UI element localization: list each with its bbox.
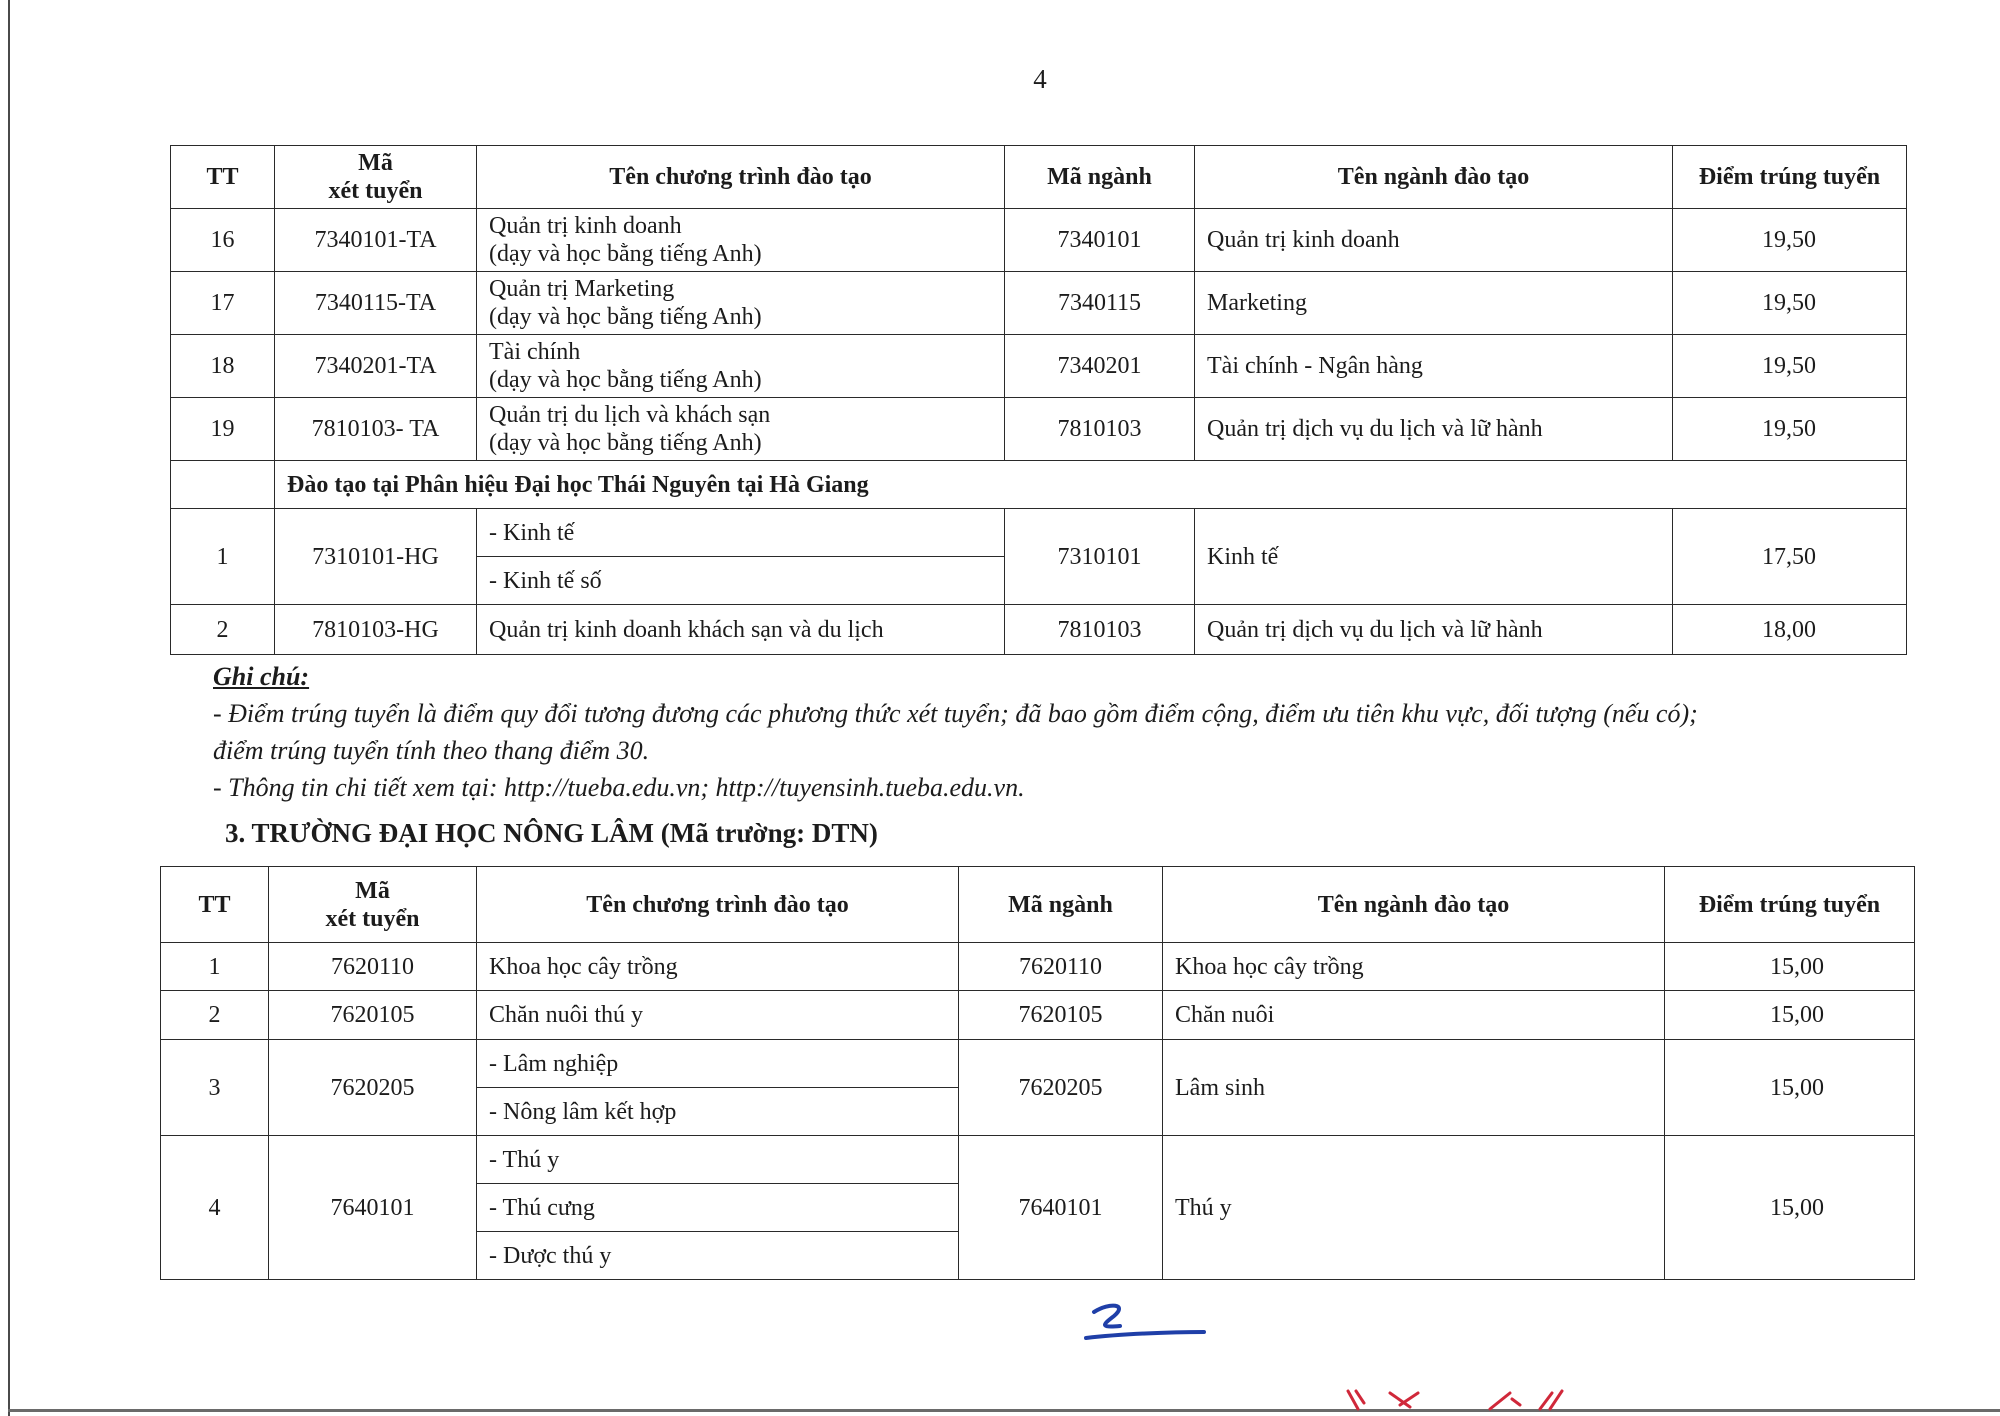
header-ma-line1: Mã (358, 150, 393, 176)
header-diem: Điểm trúng tuyển (1665, 867, 1915, 943)
cell-program: - Kinh tế (477, 509, 1005, 557)
cell-diem: 19,50 (1673, 272, 1907, 335)
table-row (161, 1136, 1915, 1184)
section-row-ha-giang (171, 461, 1907, 509)
cell-program: - Dược thú y (477, 1232, 959, 1280)
header-ma-line2: xét tuyển (328, 178, 423, 204)
table-row (161, 991, 1915, 1040)
program-line1: Quản trị du lịch và khách sạn (489, 402, 771, 428)
cell-nganh: Quản trị dịch vụ du lịch và lữ hành (1195, 605, 1673, 655)
cell-nganh: Kinh tế (1195, 509, 1673, 605)
header-ma-line2: xét tuyển (325, 905, 420, 932)
cell-ma-nganh: 7340115 (1005, 272, 1195, 335)
notes-title: Ghi chú: (213, 662, 310, 691)
cell-diem: 19,50 (1673, 398, 1907, 461)
table-row (161, 943, 1915, 991)
cell-nganh: Thú y (1163, 1136, 1665, 1280)
cell-ma-xet-tuyen: 7340115-TA (275, 272, 477, 335)
cell-program: - Lâm nghiệp (477, 1040, 959, 1088)
table-row (171, 335, 1907, 398)
cell-ma-xet-tuyen: 7810103-HG (275, 605, 477, 655)
notes-line1: - Điểm trúng tuyển là điểm quy đổi tương đương các phương thức xét tuyển; đã bao gồm điểm cộng, điểm ưu tiên khu vực, đối tượng (nếu có); (213, 699, 1698, 728)
cell-ma-xet-tuyen: 7620205 (269, 1040, 477, 1136)
stamp-fragment (1340, 1385, 1580, 1415)
header-ma-nganh: Mã ngành (1005, 146, 1195, 209)
program-line1: Quản trị kinh doanh (489, 213, 682, 239)
program-line1: Tài chính (489, 339, 581, 365)
notes-block (213, 658, 1893, 806)
cell-diem: 19,50 (1673, 335, 1907, 398)
cell-ma-nganh: 7620110 (959, 943, 1163, 991)
cell-tt: 18 (171, 335, 275, 398)
cell-nganh: Tài chính - Ngân hàng (1195, 335, 1673, 398)
program-line2: (dạy và học bằng tiếng Anh) (489, 367, 762, 393)
cell-ma-xet-tuyen: 7810103- TA (275, 398, 477, 461)
table-row (171, 509, 1907, 557)
page-number: 4 (1033, 64, 1047, 94)
notes-line2: điểm trúng tuyển tính theo thang điểm 30. (213, 736, 650, 765)
cell-ma-nganh: 7310101 (1005, 509, 1195, 605)
cell-diem: 19,50 (1673, 209, 1907, 272)
cell-diem: 15,00 (1665, 1136, 1915, 1280)
cell-nganh: Marketing (1195, 272, 1673, 335)
table-row (171, 272, 1907, 335)
cell-tt: 2 (161, 991, 269, 1040)
cell-program (477, 335, 1005, 398)
cell-diem: 15,00 (1665, 1040, 1915, 1136)
cell-tt: 17 (171, 272, 275, 335)
table-header-row (161, 867, 1915, 943)
program-line1: Quản trị Marketing (489, 276, 675, 302)
cell-nganh: Khoa học cây trồng (1163, 943, 1665, 991)
cell-program: Chăn nuôi thú y (477, 991, 959, 1040)
cell-ma-nganh: 7640101 (959, 1136, 1163, 1280)
table-row (161, 1040, 1915, 1088)
cell-program: - Thú cưng (477, 1184, 959, 1232)
cell-ma-xet-tuyen: 7620105 (269, 991, 477, 1040)
admission-table-nong-lam (160, 866, 1915, 1280)
cell-ma-nganh: 7810103 (1005, 605, 1195, 655)
header-ma-line1: Mã (355, 877, 390, 904)
header-tt: TT (171, 146, 275, 209)
header-ma-nganh: Mã ngành (959, 867, 1163, 943)
cell-diem: 15,00 (1665, 991, 1915, 1040)
cell-ma-xet-tuyen: 7640101 (269, 1136, 477, 1280)
section-label: Đào tạo tại Phân hiệu Đại học Thái Nguyên tại Hà Giang (275, 461, 1907, 509)
cell-tt: 1 (171, 509, 275, 605)
cell-program (477, 272, 1005, 335)
table-row (171, 605, 1907, 655)
page-border-bottom (8, 1409, 2000, 1412)
cell-tt: 4 (161, 1136, 269, 1280)
cell-diem: 17,50 (1673, 509, 1907, 605)
header-ma-xet-tuyen (269, 867, 477, 943)
admission-table-tueba (170, 145, 1907, 655)
header-nganh: Tên ngành đào tạo (1195, 146, 1673, 209)
header-ma-xet-tuyen (275, 146, 477, 209)
cell-empty (171, 461, 275, 509)
cell-program: Khoa học cây trồng (477, 943, 959, 991)
program-line2: (dạy và học bằng tiếng Anh) (489, 241, 762, 267)
page-border-left (8, 0, 10, 1416)
cell-ma-nganh: 7620205 (959, 1040, 1163, 1136)
header-nganh: Tên ngành đào tạo (1163, 867, 1665, 943)
header-tt: TT (161, 867, 269, 943)
header-diem: Điểm trúng tuyển (1673, 146, 1907, 209)
program-line2: (dạy và học bằng tiếng Anh) (489, 304, 762, 330)
cell-program: - Nông lâm kết hợp (477, 1088, 959, 1136)
cell-program (477, 209, 1005, 272)
cell-ma-nganh: 7810103 (1005, 398, 1195, 461)
cell-nganh: Quản trị kinh doanh (1195, 209, 1673, 272)
cell-nganh: Quản trị dịch vụ du lịch và lữ hành (1195, 398, 1673, 461)
cell-ma-nganh: 7340201 (1005, 335, 1195, 398)
cell-program (477, 398, 1005, 461)
notes-line3: - Thông tin chi tiết xem tại: http://tueba.edu.vn; http://tuyensinh.tueba.edu.vn. (213, 773, 1025, 802)
cell-diem: 18,00 (1673, 605, 1907, 655)
cell-ma-xet-tuyen: 7620110 (269, 943, 477, 991)
signature-mark (1080, 1298, 1210, 1348)
cell-tt: 2 (171, 605, 275, 655)
table-row (171, 398, 1907, 461)
cell-ma-xet-tuyen: 7340101-TA (275, 209, 477, 272)
cell-ma-nganh: 7340101 (1005, 209, 1195, 272)
cell-nganh: Chăn nuôi (1163, 991, 1665, 1040)
cell-ma-nganh: 7620105 (959, 991, 1163, 1040)
cell-tt: 3 (161, 1040, 269, 1136)
cell-program: - Thú y (477, 1136, 959, 1184)
table-header-row (171, 146, 1907, 209)
header-program: Tên chương trình đào tạo (477, 146, 1005, 209)
header-program: Tên chương trình đào tạo (477, 867, 959, 943)
cell-tt: 19 (171, 398, 275, 461)
program-line2: (dạy và học bằng tiếng Anh) (489, 430, 762, 456)
section-heading-nong-lam: 3. TRƯỜNG ĐẠI HỌC NÔNG LÂM (Mã trường: DTN) (225, 818, 878, 848)
cell-nganh: Lâm sinh (1163, 1040, 1665, 1136)
table-row (171, 209, 1907, 272)
cell-diem: 15,00 (1665, 943, 1915, 991)
cell-ma-xet-tuyen: 7310101-HG (275, 509, 477, 605)
cell-program: Quản trị kinh doanh khách sạn và du lịch (477, 605, 1005, 655)
cell-program: - Kinh tế số (477, 557, 1005, 605)
cell-tt: 1 (161, 943, 269, 991)
cell-tt: 16 (171, 209, 275, 272)
cell-ma-xet-tuyen: 7340201-TA (275, 335, 477, 398)
